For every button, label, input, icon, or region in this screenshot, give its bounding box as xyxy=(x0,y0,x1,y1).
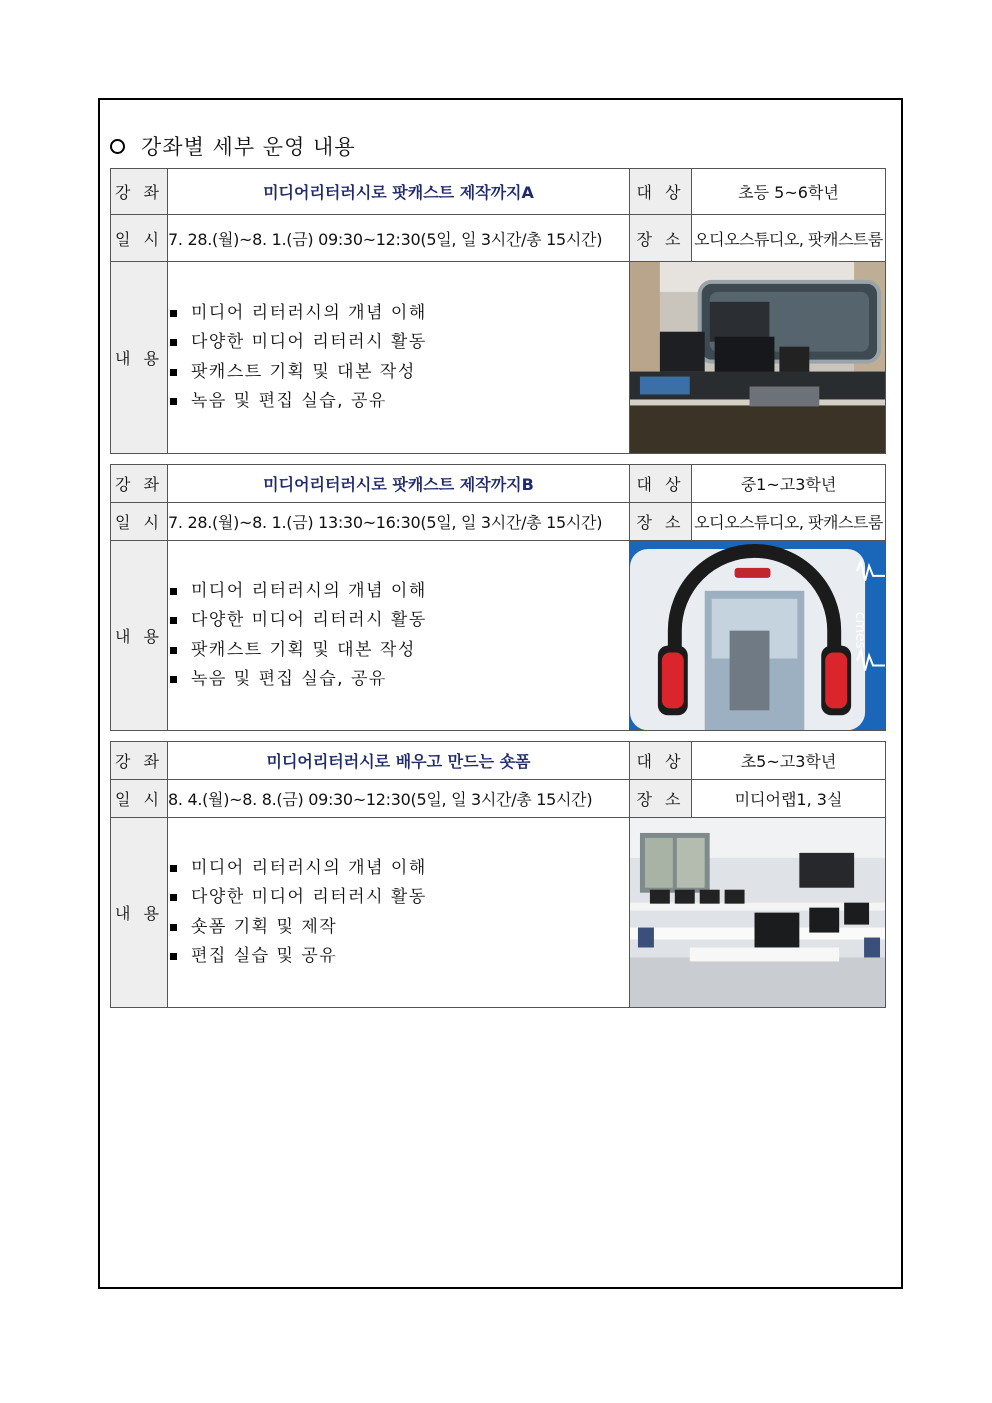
target-value: 초등 5~6학년 xyxy=(692,169,886,215)
section-heading xyxy=(110,130,356,162)
target-value: 중1~고3학년 xyxy=(692,465,886,503)
list-item: 다양한 미디어 리터러시 활동 xyxy=(168,606,629,636)
place-label: 장 소 xyxy=(630,503,692,541)
course-label: 강 좌 xyxy=(111,742,168,780)
content-label: 내 용 xyxy=(111,541,168,731)
list-item: 미디어 리터러시의 개념 이해 xyxy=(168,299,629,329)
schedule-label: 일 시 xyxy=(111,780,168,818)
square-bullet-icon xyxy=(170,865,177,872)
list-item: 편집 실습 및 공유 xyxy=(168,942,629,972)
place-label: 장 소 xyxy=(630,780,692,818)
media-lab-photo xyxy=(630,818,886,1008)
svg-text:cmes: cmes xyxy=(852,611,869,649)
content-list xyxy=(168,854,629,972)
content-label: 내 용 xyxy=(111,818,168,1008)
schedule-value: 7. 28.(월)~8. 1.(금) 09:30~12:30(5일, 일 3시간/총 15시간) xyxy=(168,215,630,262)
square-bullet-icon xyxy=(170,676,177,683)
list-item: 팟캐스트 기획 및 대본 작성 xyxy=(168,358,629,388)
content-list xyxy=(168,577,629,695)
square-bullet-icon xyxy=(170,617,177,624)
list-item: 팟캐스트 기획 및 대본 작성 xyxy=(168,636,629,666)
course-table-a xyxy=(110,168,886,454)
place-value: 오디오스튜디오, 팟캐스트룸 xyxy=(692,503,886,541)
target-label: 대 상 xyxy=(630,465,692,503)
course-label: 강 좌 xyxy=(111,169,168,215)
list-item: 다양한 미디어 리터러시 활동 xyxy=(168,883,629,913)
course-table-b xyxy=(110,464,886,731)
target-label: 대 상 xyxy=(630,742,692,780)
section-heading-text: 강좌별 세부 운영 내용 xyxy=(141,135,356,159)
list-item: 다양한 미디어 리터러시 활동 xyxy=(168,328,629,358)
schedule-label: 일 시 xyxy=(111,503,168,541)
target-value: 초5~고3학년 xyxy=(692,742,886,780)
place-value: 오디오스튜디오, 팟캐스트룸 xyxy=(692,215,886,262)
square-bullet-icon xyxy=(170,894,177,901)
content-list-cell xyxy=(168,818,630,1008)
course-title: 미디어리터러시로 팟캐스트 제작까지A xyxy=(168,169,630,215)
square-bullet-icon xyxy=(170,339,177,346)
target-label: 대 상 xyxy=(630,169,692,215)
course-label: 강 좌 xyxy=(111,465,168,503)
list-item: 숏폼 기획 및 제작 xyxy=(168,913,629,943)
square-bullet-icon xyxy=(170,369,177,376)
course-title: 미디어리터러시로 배우고 만드는 숏폼 xyxy=(168,742,630,780)
content-list-cell xyxy=(168,541,630,731)
audio-studio-photo xyxy=(630,262,886,454)
schedule-label: 일 시 xyxy=(111,215,168,262)
content-list-cell xyxy=(168,262,630,454)
schedule-value: 8. 4.(월)~8. 8.(금) 09:30~12:30(5일, 일 3시간/총 15시간) xyxy=(168,780,630,818)
list-item: 녹음 및 편집 실습, 공유 xyxy=(168,665,629,695)
course-table-c xyxy=(110,741,886,1008)
square-bullet-icon xyxy=(170,924,177,931)
circle-bullet-icon xyxy=(110,139,125,154)
square-bullet-icon xyxy=(170,310,177,317)
course-title: 미디어리터러시로 팟캐스트 제작까지B xyxy=(168,465,630,503)
place-value: 미디어랩1, 3실 xyxy=(692,780,886,818)
square-bullet-icon xyxy=(170,588,177,595)
podcast-room-photo xyxy=(630,541,886,731)
list-item: 미디어 리터러시의 개념 이해 xyxy=(168,854,629,884)
place-label: 장 소 xyxy=(630,215,692,262)
content-list xyxy=(168,299,629,417)
square-bullet-icon xyxy=(170,953,177,960)
list-item: 녹음 및 편집 실습, 공유 xyxy=(168,387,629,417)
list-item: 미디어 리터러시의 개념 이해 xyxy=(168,577,629,607)
content-label: 내 용 xyxy=(111,262,168,454)
schedule-value: 7. 28.(월)~8. 1.(금) 13:30~16:30(5일, 일 3시간/총 15시간) xyxy=(168,503,630,541)
square-bullet-icon xyxy=(170,647,177,654)
square-bullet-icon xyxy=(170,398,177,405)
